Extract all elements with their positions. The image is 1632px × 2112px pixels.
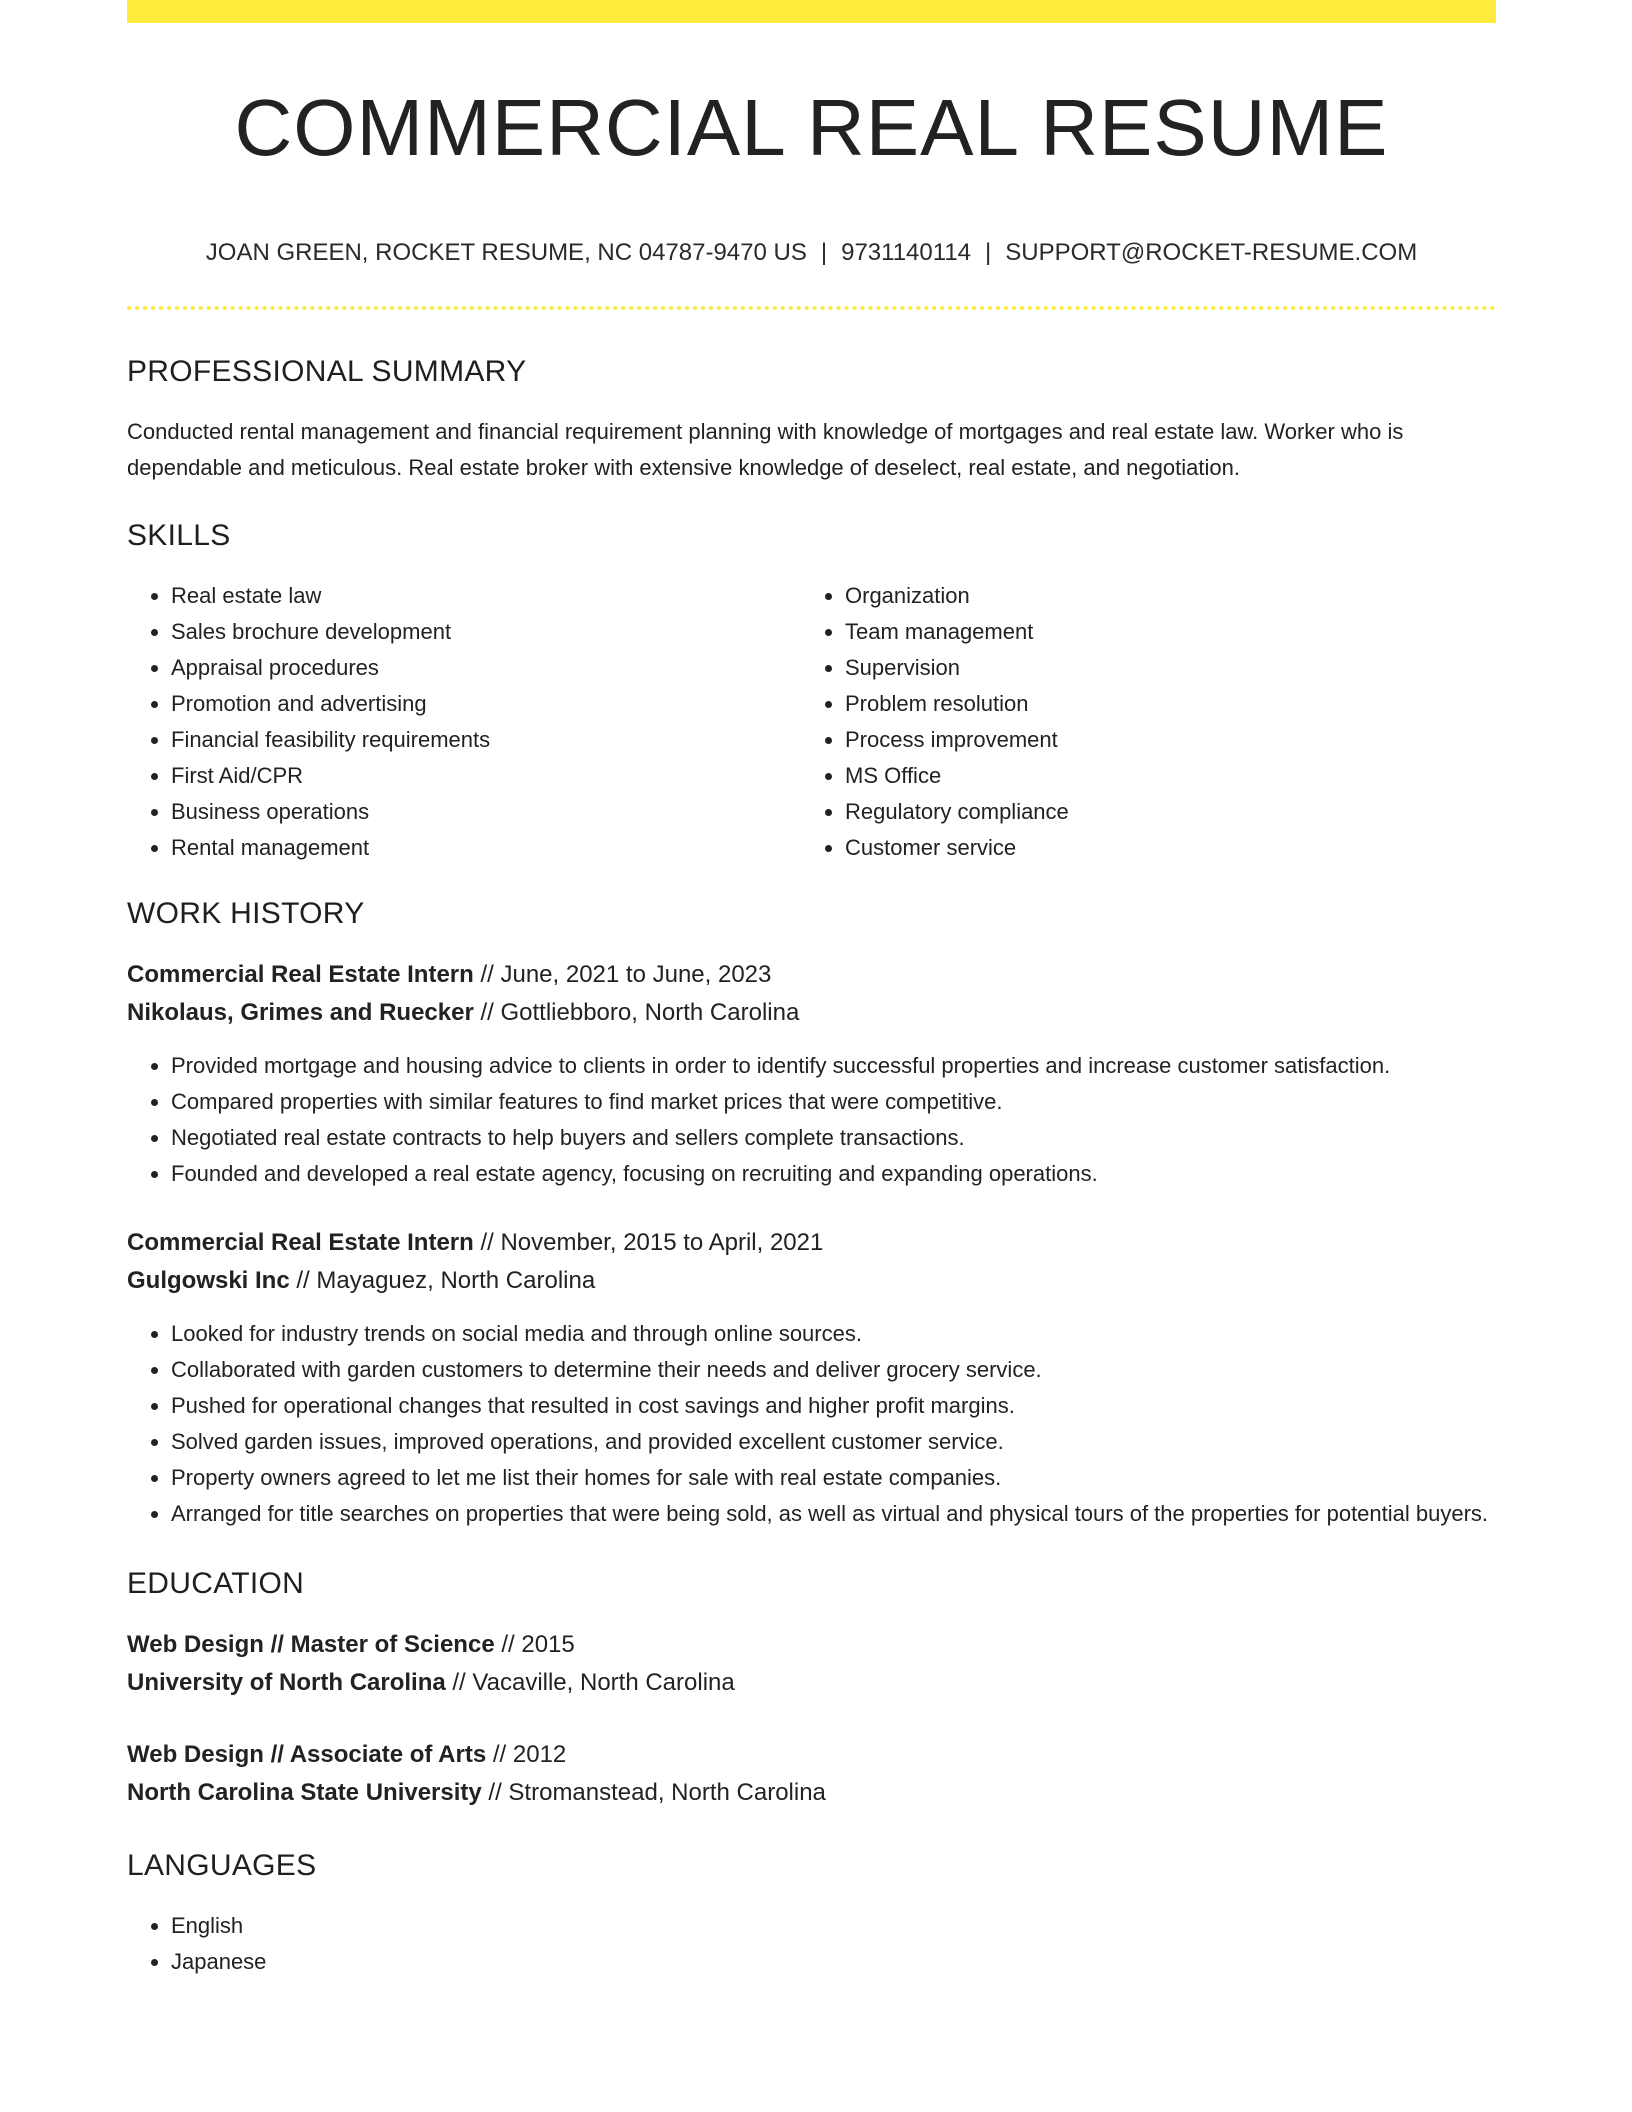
job-role-line: [127, 1224, 1496, 1262]
skill-item: • Organization: [845, 578, 1475, 614]
education-school-line: [127, 1664, 1496, 1702]
education-location: // Stromanstead, North Carolina: [481, 1779, 826, 1806]
languages-section: [127, 1846, 1496, 1980]
contact-separator: |: [820, 239, 828, 266]
skill-item: • Business operations: [171, 794, 801, 830]
education-degree: Web Design // Master of Science: [127, 1631, 495, 1658]
job-bullet: • Collaborated with garden customers to determine their needs and deliver grocery service.: [171, 1352, 1496, 1388]
languages-list: [127, 1908, 1496, 1980]
education-year: // 2012: [486, 1741, 567, 1768]
job-company: Gulgowski Inc: [127, 1267, 290, 1294]
job-bullets: [127, 1048, 1496, 1192]
job-bullet: • Arranged for title searches on properties that were being sold, as well as virtual and physical tours of the properties for potential buyers.: [171, 1496, 1496, 1532]
education-entry: [127, 1626, 1496, 1702]
skills-column-left: [127, 578, 801, 866]
job-role: Commercial Real Estate Intern: [127, 1229, 474, 1256]
education-year: // 2015: [494, 1631, 575, 1658]
skill-item: • Process improvement: [845, 722, 1475, 758]
job-role-line: [127, 956, 1496, 994]
job-bullet: • Looked for industry trends on social media and through online sources.: [171, 1316, 1496, 1352]
education-school-line: [127, 1774, 1496, 1812]
education-section: [127, 1564, 1496, 1812]
job-bullet: • Pushed for operational changes that resulted in cost savings and higher profit margins.: [171, 1388, 1496, 1424]
contact-address: JOAN GREEN, ROCKET RESUME, NC 04787-9470 US: [205, 239, 807, 266]
resume-content: [127, 352, 1496, 1980]
skill-item: • Appraisal procedures: [171, 650, 801, 686]
skill-item: • Sales brochure development: [171, 614, 801, 650]
job-bullet: • Negotiated real estate contracts to help buyers and sellers complete transactions.: [171, 1120, 1496, 1156]
skill-item: • Real estate law: [171, 578, 801, 614]
contact-line: [127, 236, 1496, 270]
skill-item: • Regulatory compliance: [845, 794, 1475, 830]
skill-item: • Customer service: [845, 830, 1475, 866]
job-bullet: • Provided mortgage and housing advice to clients in order to identify successful properties and increase customer satisfaction.: [171, 1048, 1496, 1084]
job-company-line: [127, 1262, 1496, 1300]
skills-grid: [127, 578, 1496, 866]
skill-item: • Promotion and advertising: [171, 686, 801, 722]
skill-item: • Problem resolution: [845, 686, 1475, 722]
job-bullets: [127, 1316, 1496, 1532]
section-title-skills: SKILLS: [127, 519, 231, 552]
section-title-education: EDUCATION: [127, 1567, 305, 1600]
resume-title: COMMERCIAL REAL RESUME: [234, 83, 1389, 172]
education-location: // Vacaville, North Carolina: [445, 1669, 735, 1696]
education-degree-line: [127, 1736, 1496, 1774]
job-location: // Mayaguez, North Carolina: [289, 1267, 596, 1294]
job-entry: [127, 956, 1496, 1192]
job-company-line: [127, 994, 1496, 1032]
contact-phone: 9731140114: [841, 239, 972, 266]
skills-column-right: [801, 578, 1475, 866]
skill-item: • Team management: [845, 614, 1475, 650]
education-entry: [127, 1736, 1496, 1812]
dotted-divider: [127, 306, 1496, 310]
job-bullet: • Compared properties with similar features to find market prices that were competitive.: [171, 1084, 1496, 1120]
section-title-work: WORK HISTORY: [127, 897, 365, 930]
education-degree: Web Design // Associate of Arts: [127, 1741, 487, 1768]
job-bullet: • Property owners agreed to let me list their homes for sale with real estate companies.: [171, 1460, 1496, 1496]
skill-item: • Financial feasibility requirements: [171, 722, 801, 758]
language-item: • English: [171, 1908, 1496, 1944]
skill-item: • Rental management: [171, 830, 801, 866]
contact-email: SUPPORT@ROCKET-RESUME.COM: [1005, 239, 1418, 266]
section-title-languages: LANGUAGES: [127, 1849, 317, 1882]
job-dates: // November, 2015 to April, 2021: [473, 1229, 824, 1256]
education-degree-line: [127, 1626, 1496, 1664]
summary-text: Conducted rental management and financial requirement planning with knowledge of mortgages and real estate law. Worker who is dependable and meticulous. Real estate broker with extensive knowledge of deselect, real estate, and negotiation.: [127, 419, 1404, 480]
skill-item: • MS Office: [845, 758, 1475, 794]
job-company: Nikolaus, Grimes and Ruecker: [127, 999, 474, 1026]
accent-top-bar: [127, 0, 1496, 23]
skill-item: • First Aid/CPR: [171, 758, 801, 794]
skills-list-left: [127, 578, 801, 866]
education-school: North Carolina State University: [127, 1779, 482, 1806]
job-bullet: • Founded and developed a real estate agency, focusing on recruiting and expanding operations.: [171, 1156, 1496, 1192]
job-dates: // June, 2021 to June, 2023: [473, 961, 772, 988]
contact-separator: |: [985, 239, 992, 266]
skill-item: • Supervision: [845, 650, 1475, 686]
professional-summary-section: [127, 352, 1496, 486]
skills-section: [127, 516, 1496, 866]
job-entry: [127, 1224, 1496, 1532]
job-location: // Gottliebboro, North Carolina: [473, 999, 800, 1026]
work-history-section: [127, 894, 1496, 1532]
job-bullet: • Solved garden issues, improved operations, and provided excellent customer service.: [171, 1424, 1496, 1460]
skills-list-right: [801, 578, 1475, 866]
job-role: Commercial Real Estate Intern: [127, 961, 474, 988]
section-title-summary: PROFESSIONAL SUMMARY: [127, 355, 527, 388]
education-school: University of North Carolina: [127, 1669, 446, 1696]
language-item: • Japanese: [171, 1944, 1496, 1980]
